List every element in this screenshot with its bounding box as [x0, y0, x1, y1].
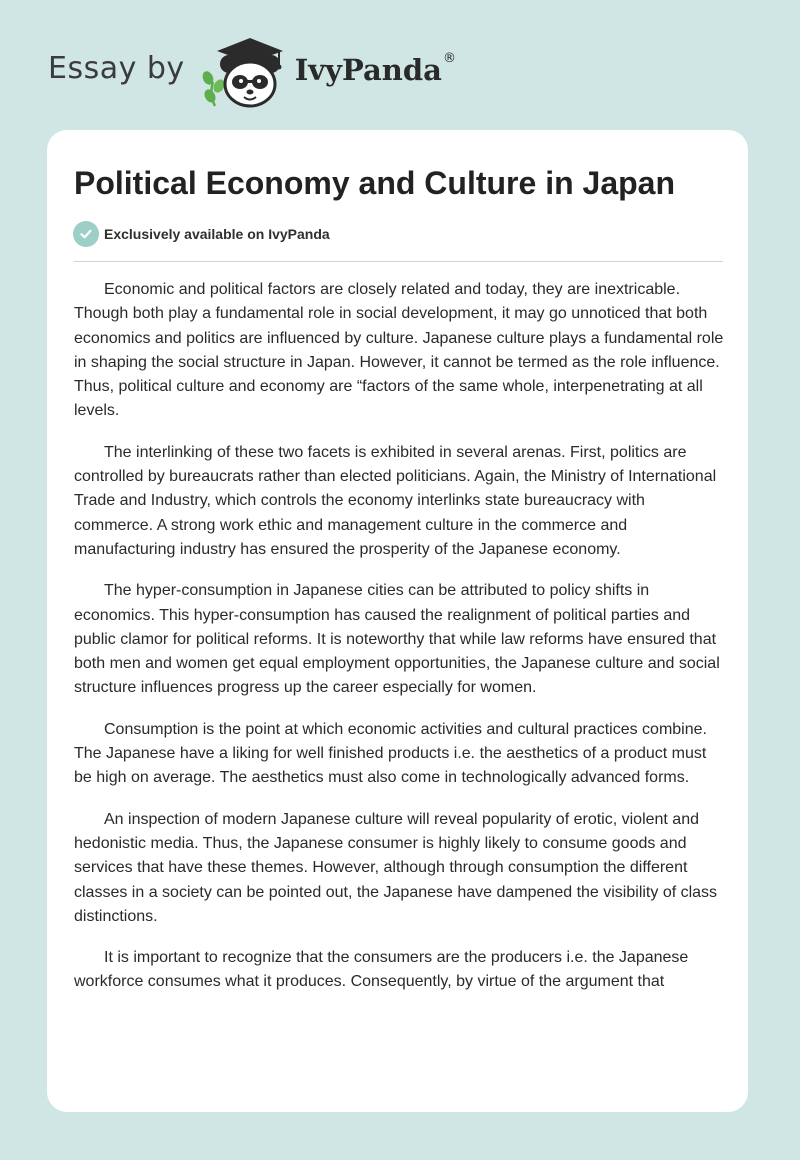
- paragraph: An inspection of modern Japanese culture will reveal popularity of erotic, violent and hedonistic media. Thus, the Japanese consumer is highly likely to consume goods and services that have these themes. However, although through consumption the different classes in a society can be pointed out, the Japanese have dampened the visibility of class distinctions.: [74, 810, 718, 925]
- brand-name: IvyPanda: [294, 53, 442, 87]
- essay-body: [74, 278, 726, 1012]
- page-title: Political Economy and Culture in Japan: [74, 165, 675, 201]
- exclusive-badge-label: Exclusively available on IvyPanda: [104, 226, 330, 242]
- exclusive-badge: [73, 221, 330, 247]
- panda-graduation-cap-icon: [199, 34, 291, 110]
- essay-card: [47, 130, 748, 1112]
- paragraph: Economic and political factors are closely related and today, they are inextricable. Though both play a fundamental role in social development, it may go unnoticed that both economics and politics are influenced by culture. Japanese culture plays a fundamental role in shaping the social structure in Japan. However, it cannot be termed as the role influence. Thus, political culture and economy are “factors of the same whole, interpenetrating at all levels.: [74, 281, 724, 420]
- registered-mark: ®: [442, 50, 456, 66]
- check-circle-icon: [73, 221, 99, 247]
- paragraph: Consumption is the point at which economic activities and cultural practices combine. The Japanese have a liking for well finished products i.e. the aesthetics of a product must be high on average. The aesthetics must also come in technologically advanced forms.: [74, 720, 707, 787]
- paragraph: It is important to recognize that the consumers are the producers i.e. the Japanese workforce consumes what it produces. Consequently, by virtue of the argument that: [74, 949, 689, 991]
- divider: [74, 261, 723, 262]
- paragraph: The hyper-consumption in Japanese cities can be attributed to policy shifts in economics. This hyper-consumption has caused the realignment of political parties and public clamor for political reforms. It is noteworthy that while law reforms have ensured that both men and women get equal employment opportunities, the Japanese culture and social structure influences progress up the career especially for women.: [74, 582, 720, 697]
- brand-prefix: Essay by: [48, 50, 185, 86]
- brand-header[interactable]: [48, 34, 456, 110]
- paragraph: The interlinking of these two facets is exhibited in several arenas. First, politics are controlled by bureaucrats rather than elected politicians. Again, the Ministry of International Trade and Industry, which controls the economy interlinks state bureaucracy with commerce. A strong work ethic and management culture in the commerce and manufacturing industry has ensured the prosperity of the Japanese economy.: [74, 443, 717, 558]
